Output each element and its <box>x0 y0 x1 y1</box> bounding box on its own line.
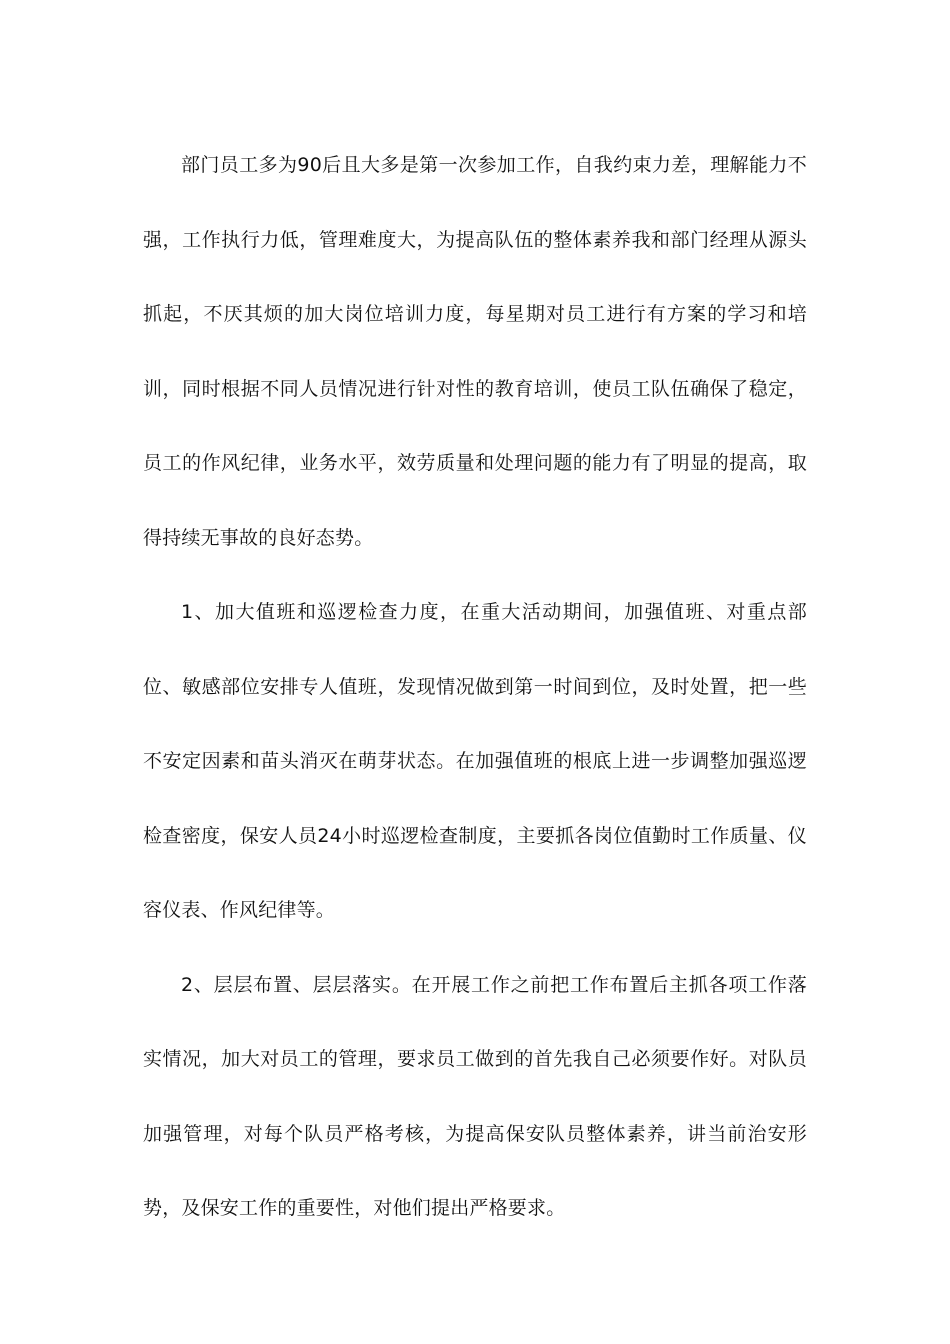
paragraph-task-implementation: 2、层层布置、层层落实。在开展工作之前把工作布置后主抓各项工作落实情况，加大对员工的管理，要求员工做到的首先我自己必须要作好。对队员加强管理，对每个队员严格考核，为提高保安队员整体素养，讲当前治安形势，及保安工作的重要性，对他们提出严格要求。 <box>143 973 807 1219</box>
paragraph-staff-training: 部门员工多为90后且大多是第一次参加工作，自我约束力差，理解能力不强，工作执行力低，管理难度大，为提高队伍的整体素养我和部门经理从源头抓起，不厌其烦的加大岗位培训力度，每星期对员工进行有方案的学习和培训，同时根据不同人员情况进行针对性的教育培训，使员工队伍确保了稳定，员工的作风纪律，业务水平，效劳质量和处理问题的能力有了明显的提高，取得持续无事故的良好态势。 <box>143 154 807 549</box>
paragraph-duty-patrol: 1、加大值班和巡逻检查力度，在重大活动期间，加强值班、对重点部位、敏感部位安排专人值班，发现情况做到第一时间到位，及时处置，把一些不安定因素和苗头消灭在萌芽状态。在加强值班的根底上进一步调整加强巡逻检查密度，保安人员24小时巡逻检查制度，主要抓各岗位值勤时工作质量、仪容仪表、作风纪律等。 <box>143 601 807 921</box>
document-body <box>143 128 807 1246</box>
